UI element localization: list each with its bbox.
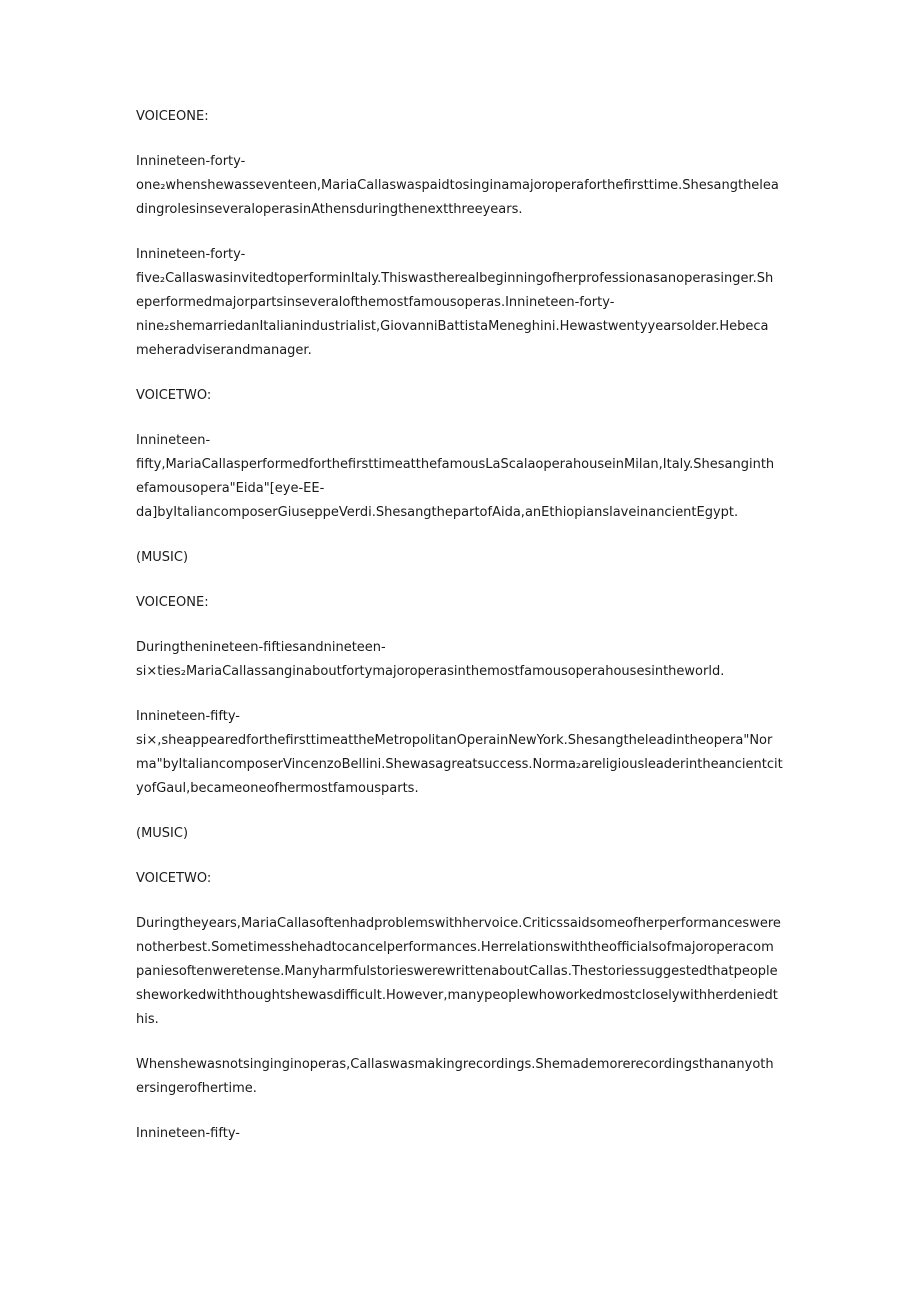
- text-line: sheworkedwiththoughtshewasdifficult.However,manypeoplewhoworkedmostcloselywithherdeniedt: [136, 988, 778, 1003]
- text-line: paniesoftenweretense.ManyharmfulstorieswerewrittenaboutCallas.Thestoriessuggestedthatpeople: [136, 964, 778, 979]
- paragraph: [136, 867, 788, 891]
- text-line: fifty,MariaCallasperformedforthefirsttimeatthefamousLaScalaoperahouseinMilan,Italy.Shesanginth: [136, 457, 775, 472]
- paragraph: [136, 105, 788, 129]
- paragraph: [136, 636, 788, 684]
- text-line: si×,sheappearedforthefirsttimeattheMetropolitanOperainNewYork.Shesangtheleadintheopera"Nor: [136, 733, 773, 748]
- paragraph: [136, 591, 788, 615]
- text-line: Innineteen-fifty-: [136, 709, 240, 724]
- text-line: Innineteen-forty-: [136, 247, 246, 262]
- text-line: dingrolesinseveraloperasinAthensduringthenextthreeyears.: [136, 202, 523, 217]
- text-line: Innineteen-fifty-: [136, 1126, 240, 1141]
- document-page: [136, 105, 788, 1167]
- text-line: VOICETWO:: [136, 388, 212, 403]
- text-line: si×ties₂MariaCallassanginaboutfortymajoroperasinthemostfamousoperahousesintheworld.: [136, 664, 725, 679]
- text-line: (MUSIC): [136, 826, 189, 841]
- text-line: yofGaul,becameoneofhermostfamousparts.: [136, 781, 419, 796]
- text-line: his.: [136, 1012, 159, 1027]
- paragraph: [136, 243, 788, 363]
- paragraph: [136, 1122, 788, 1146]
- text-line: eperformedmajorpartsinseveralofthemostfamousoperas.Innineteen-forty-: [136, 295, 615, 310]
- text-line: efamousopera"Eida"[eye-EE-: [136, 481, 325, 496]
- text-line: meheradviserandmanager.: [136, 343, 312, 358]
- text-line: VOICEONE:: [136, 109, 209, 124]
- text-line: Innineteen-: [136, 433, 211, 448]
- text-line: Innineteen-forty-: [136, 154, 246, 169]
- paragraph: [136, 546, 788, 570]
- text-line: da]byItaliancomposerGiuseppeVerdi.ShesangthepartofAida,anEthiopianslaveinancientEgypt.: [136, 505, 739, 520]
- text-line: nine₂shemarriedanItalianindustrialist,GiovanniBattistaMeneghini.Hewastwentyyearsolder.Hebeca: [136, 319, 769, 334]
- text-line: VOICETWO:: [136, 871, 212, 886]
- paragraph: [136, 429, 788, 525]
- text-line: Whenshewasnotsinginginoperas,Callaswasmakingrecordings.Shemademorerecordingsthananyoth: [136, 1057, 774, 1072]
- text-line: Duringtheyears,MariaCallasoftenhadproblemswithhervoice.Criticssaidsomeofherperformanceswere: [136, 916, 781, 931]
- text-line: (MUSIC): [136, 550, 189, 565]
- text-line: five₂CallaswasinvitedtoperforminItaly.Thiswastherealbeginningofherprofessionasanoperasinger.Sh: [136, 271, 774, 286]
- paragraph: [136, 150, 788, 222]
- paragraph: [136, 705, 788, 801]
- text-line: Duringthenineteen-fiftiesandnineteen-: [136, 640, 386, 655]
- paragraph: [136, 822, 788, 846]
- paragraph: [136, 384, 788, 408]
- paragraph: [136, 1053, 788, 1101]
- text-line: one₂whenshewasseventeen,MariaCallaswaspaidtosinginamajoroperaforthefirsttime.Shesangthelea: [136, 178, 779, 193]
- text-line: ersingerofhertime.: [136, 1081, 257, 1096]
- paragraph: [136, 912, 788, 1032]
- text-line: ma"byItaliancomposerVincenzoBellini.Shewasagreatsuccess.Norma₂areligiousleaderintheancientcit: [136, 757, 783, 772]
- text-line: VOICEONE:: [136, 595, 209, 610]
- text-line: notherbest.Sometimesshehadtocancelperformances.Herrelationswiththeofficialsofmajoroperacom: [136, 940, 774, 955]
